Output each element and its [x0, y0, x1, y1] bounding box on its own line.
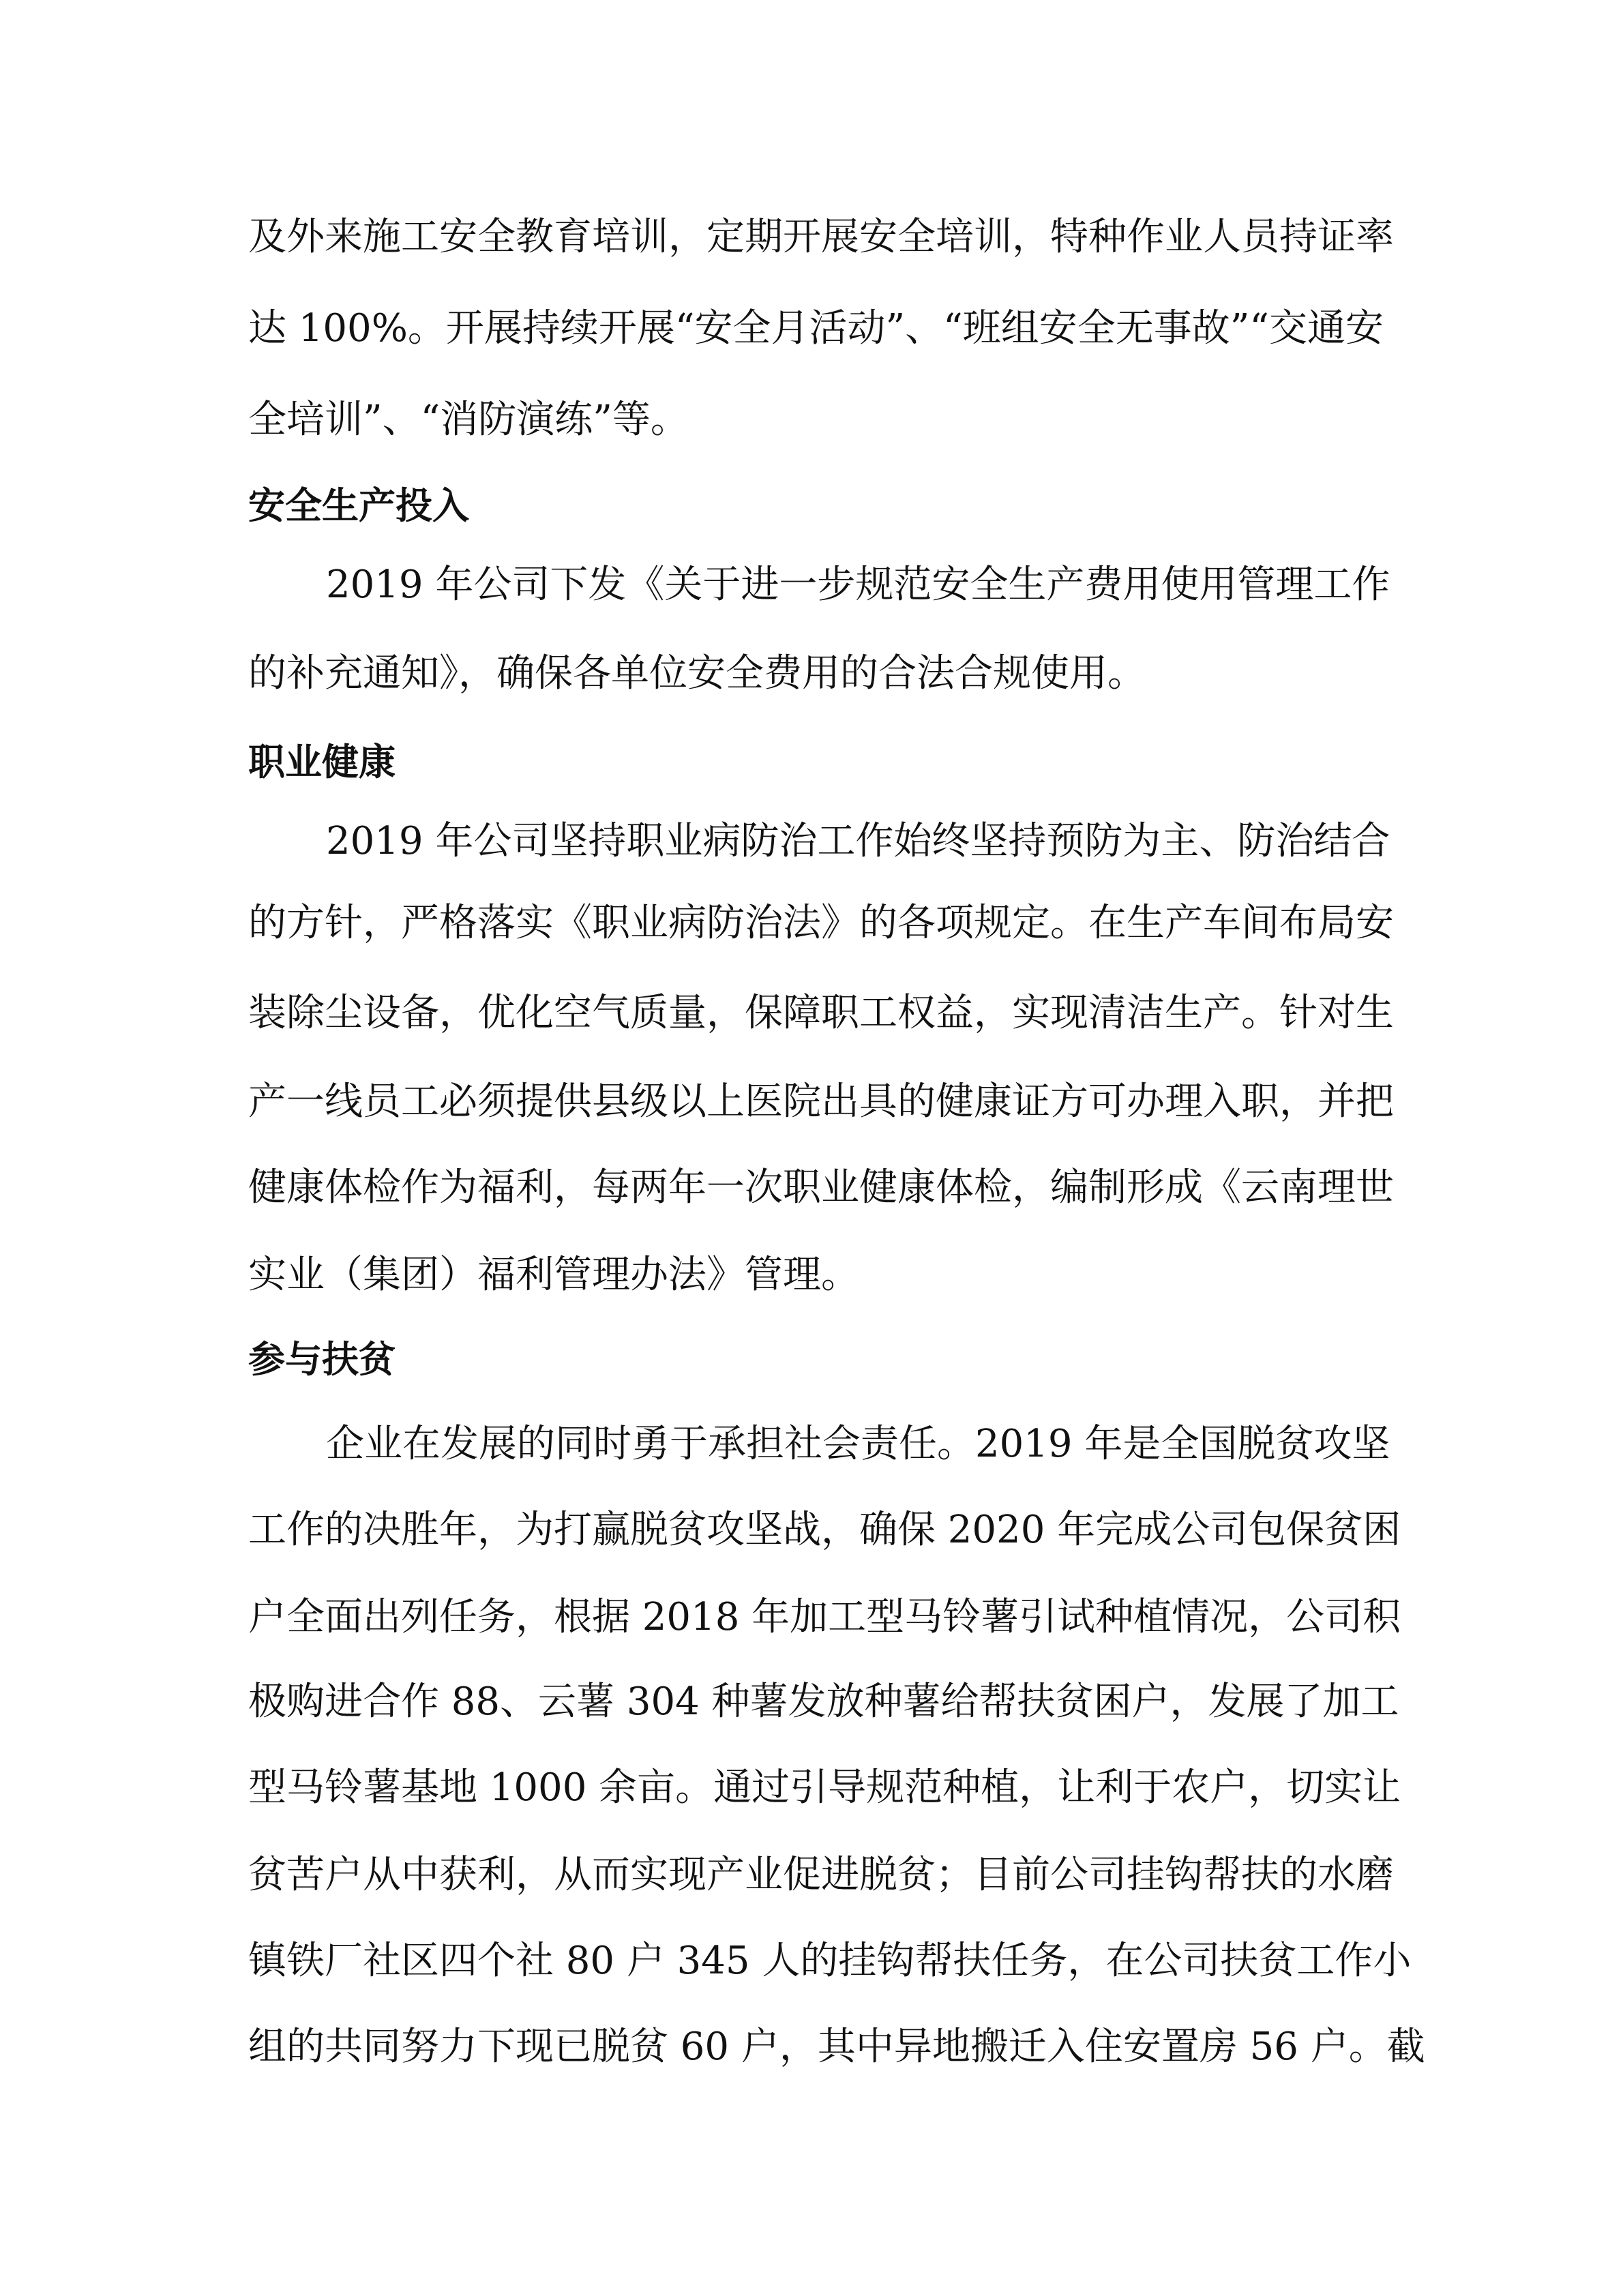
paragraph-line: 达 100%。开展持续开展“安全月活动”、“班组安全无事故”“交通安: [248, 306, 1384, 351]
paragraph-line: 的补充通知》，确保各单位安全费用的合法合规使用。: [248, 651, 1146, 696]
paragraph-line: 2019 年公司坚持职业病防治工作始终坚持预防为主、防治结合: [326, 819, 1390, 863]
paragraph-line: 产一线员工必须提供县级以上医院出具的健康证方可办理入职，并把: [248, 1079, 1394, 1124]
paragraph-line: 的方针，严格落实《职业病防治法》的各项规定。在生产车间布局安: [248, 901, 1394, 945]
paragraph-line: 全培训”、“消防演练”等。: [248, 398, 689, 442]
paragraph-line: 企业在发展的同时勇于承担社会责任。2019 年是全国脱贫攻坚: [326, 1422, 1390, 1466]
paragraph-line: 贫苦户从中获利，从而实现产业促进脱贫；目前公司挂钩帮扶的水磨: [248, 1853, 1394, 1897]
paragraph-line: 型马铃薯基地 1000 余亩。通过引导规范种植，让利于农户，切实让: [248, 1765, 1401, 1810]
section-heading: 参与扶贫: [248, 1338, 396, 1381]
paragraph-line: 镇铁厂社区四个社 80 户 345 人的挂钩帮扶任务，在公司扶贫工作小: [248, 1939, 1412, 1983]
section-heading: 安全生产投入: [248, 484, 469, 527]
paragraph-line: 户全面出列任务，根据 2018 年加工型马铃薯引试种植情况，公司积: [248, 1595, 1401, 1639]
paragraph-line: 工作的决胜年，为打赢脱贫攻坚战，确保 2020 年完成公司包保贫困: [248, 1508, 1401, 1552]
paragraph-line: 及外来施工安全教育培训，定期开展安全培训，特种作业人员持证率: [248, 215, 1394, 259]
section-heading: 职业健康: [248, 741, 396, 784]
paragraph-line: 实业（集团）福利管理办法》管理。: [248, 1253, 859, 1297]
paragraph-line: 健康体检作为福利，每两年一次职业健康体检，编制形成《云南理世: [248, 1165, 1394, 1210]
paragraph-line: 组的共同努力下现已脱贫 60 户，其中异地搬迁入住安置房 56 户。截: [248, 2025, 1425, 2069]
paragraph-line: 极购进合作 88、云薯 304 种薯发放种薯给帮扶贫困户，发展了加工: [248, 1680, 1399, 1724]
paragraph-line: 装除尘设备，优化空气质量，保障职工权益，实现清洁生产。针对生: [248, 991, 1394, 1035]
paragraph-line: 2019 年公司下发《关于进一步规范安全生产费用使用管理工作: [326, 563, 1390, 607]
